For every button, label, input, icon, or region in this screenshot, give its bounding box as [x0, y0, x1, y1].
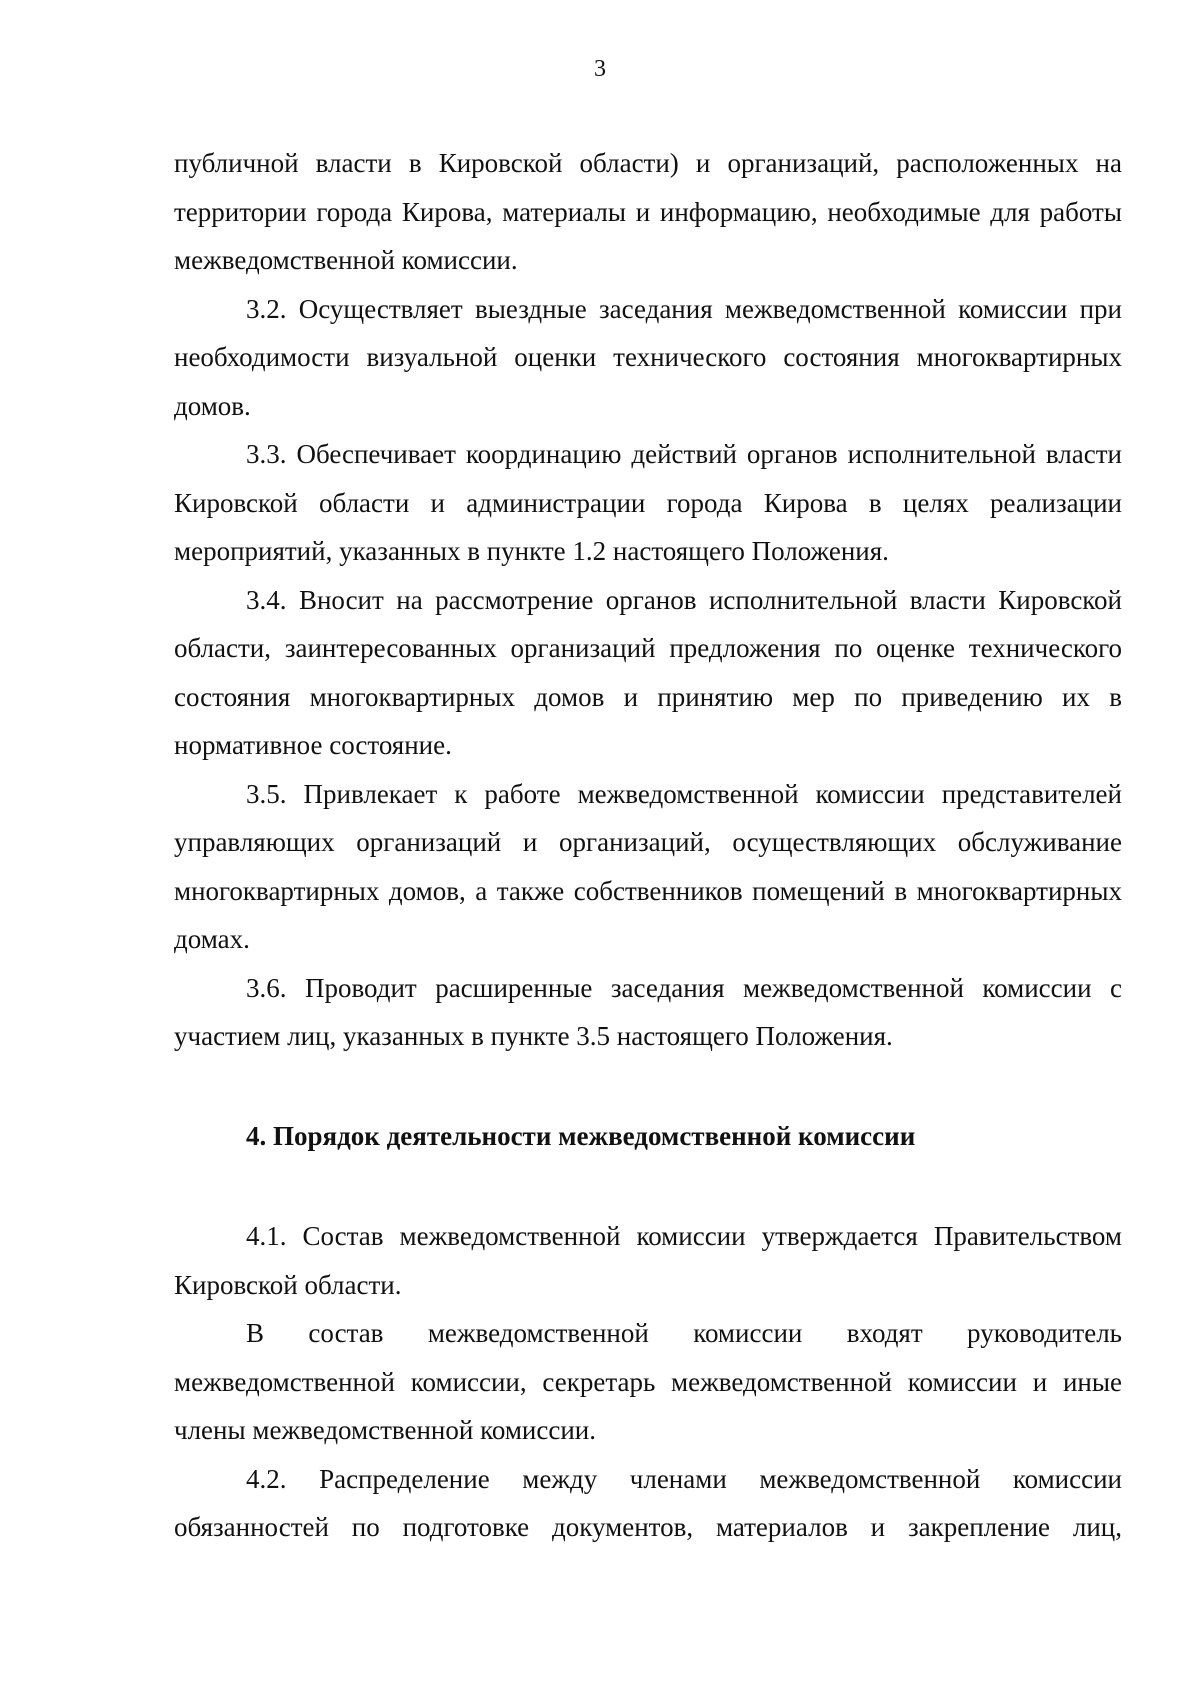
page-number: 3 [594, 56, 606, 82]
document-body [174, 139, 1122, 1552]
paragraph-4-2: 4.2. Распределение между членами межведомственной комиссии обязанностей по подготовке документов, материалов и закрепление лиц, [174, 1463, 1122, 1542]
paragraph-3-2: 3.2. Осуществляет выездные заседания межведомственной комиссии при необходимости визуальной оценки технического состояния многоквартирных домов. [174, 293, 1122, 421]
section-heading: 4. Порядок деятельности межведомственной комиссии [246, 1120, 916, 1151]
paragraph-4-1: 4.1. Состав межведомственной комиссии утверждается Правительством Кировской области. [174, 1221, 1122, 1300]
paragraph-3-4: 3.4. Вносит на рассмотрение органов исполнительной власти Кировской области, заинтересованных организаций предложения по оценке технического состояния многоквартирных домов и принятию мер по приведению их в нормативное состояние. [174, 584, 1122, 760]
paragraph-3-6: 3.6. Проводит расширенные заседания межведомственной комиссии с участием лиц, указанных в пункте 3.5 настоящего Положения. [174, 972, 1122, 1051]
paragraph-continuation: публичной власти в Кировской области) и организаций, расположенных на территории города Кирова, материалы и информацию, необходимые для работы межведомственной комиссии. [174, 148, 1122, 275]
paragraph-3-3: 3.3. Обеспечивает координацию действий органов исполнительной власти Кировской области и администрации города Кирова в целях реализации мероприятий, указанных в пункте 1.2 настоящего Положения. [174, 439, 1122, 566]
paragraph-4-1-composition: В состав межведомственной комиссии входят руководитель межведомственной комиссии, секретарь межведомственной комиссии и иные члены межведомственной комиссии. [174, 1318, 1122, 1445]
paragraph-3-5: 3.5. Привлекает к работе межведомственной комиссии представителей управляющих организаций и организаций, осуществляющих обслуживание многоквартирных домов, а также собственников помещений в многоквартирных домах. [174, 778, 1122, 954]
